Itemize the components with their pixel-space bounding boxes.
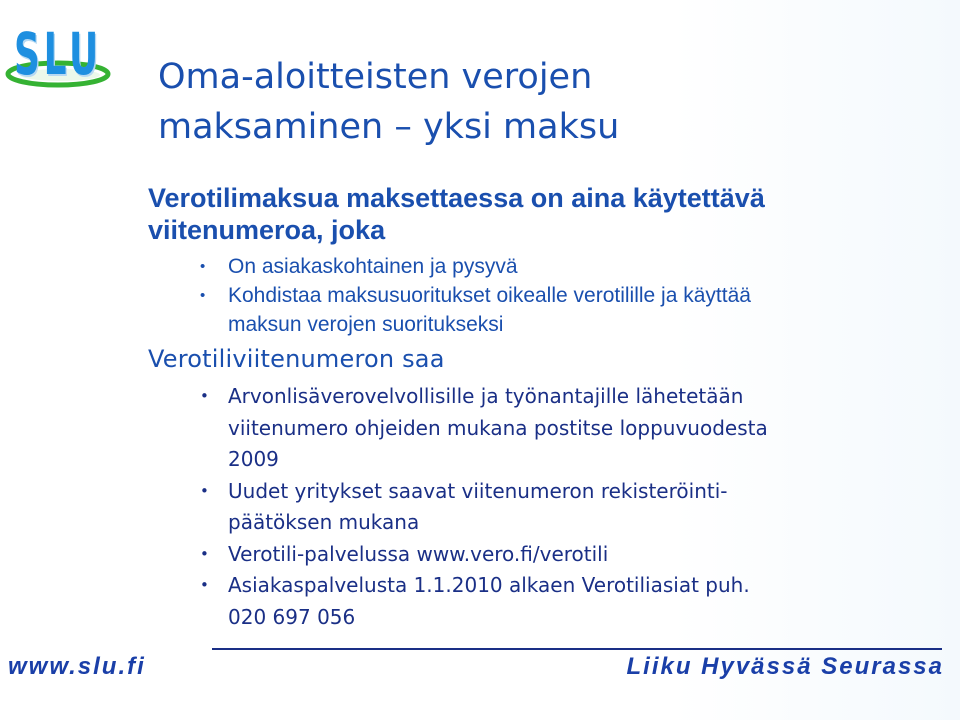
- list-item-line: Arvonlisäverovelvollisille ja työnantajille lähetetään: [228, 384, 744, 408]
- list-item-line: viitenumero ohjeiden mukana postitse loppuvuodesta: [228, 415, 768, 440]
- bullet-icon: •: [200, 481, 209, 500]
- section1-heading: [148, 182, 938, 246]
- list-item: [148, 570, 938, 633]
- list-item-line: 020 697 056: [228, 604, 356, 629]
- bullet-icon: •: [200, 287, 206, 304]
- list-item-line: 2009: [228, 447, 279, 471]
- slide-content: [148, 182, 938, 633]
- section2-list: [148, 381, 938, 633]
- footer-website-link[interactable]: www.slu.fi: [8, 653, 146, 680]
- list-item: [148, 281, 938, 339]
- list-item-line: On asiakaskohtainen ja pysyvä: [228, 255, 518, 278]
- slu-logo: [4, 20, 116, 94]
- list-item: [148, 539, 938, 571]
- list-item: [148, 252, 938, 281]
- list-item: [148, 476, 938, 539]
- bullet-icon: •: [200, 387, 209, 405]
- section1-list: [148, 252, 938, 339]
- section1-heading-line-2: viitenumeroa, joka: [148, 215, 386, 245]
- footer-divider: [212, 648, 942, 650]
- list-item-line: Asiakaspalvelusta 1.1.2010 alkaen Verotiliasiat puh.: [228, 573, 750, 597]
- title-line-2: maksaminen – yksi maksu: [158, 107, 620, 147]
- list-item-line: Verotili-palvelussa www.vero.fi/verotili: [228, 541, 609, 566]
- footer-slogan: Liiku Hyvässä Seurassa: [626, 653, 944, 680]
- bullet-icon: •: [200, 258, 206, 275]
- list-item-line: päätöksen mukana: [228, 510, 420, 534]
- bullet-icon: •: [200, 544, 209, 563]
- title-line-1: Oma-aloitteisten verojen: [158, 57, 593, 97]
- bullet-icon: •: [200, 576, 209, 594]
- section2-heading: Verotiliviitenumeron saa: [148, 345, 445, 373]
- list-item-line: Uudet yritykset saavat viitenumeron rekisteröinti-: [228, 478, 728, 503]
- slide-title: [158, 52, 938, 152]
- list-item: [148, 381, 938, 476]
- logo-text: SLU: [14, 20, 102, 88]
- list-item-line: maksun verojen suoritukseksi: [228, 313, 504, 336]
- list-item-line: Kohdistaa maksusuoritukset oikealle verotilille ja käyttää: [228, 284, 751, 307]
- section1-heading-line-1: Verotilimaksua maksettaessa on aina käytettävä: [148, 183, 765, 213]
